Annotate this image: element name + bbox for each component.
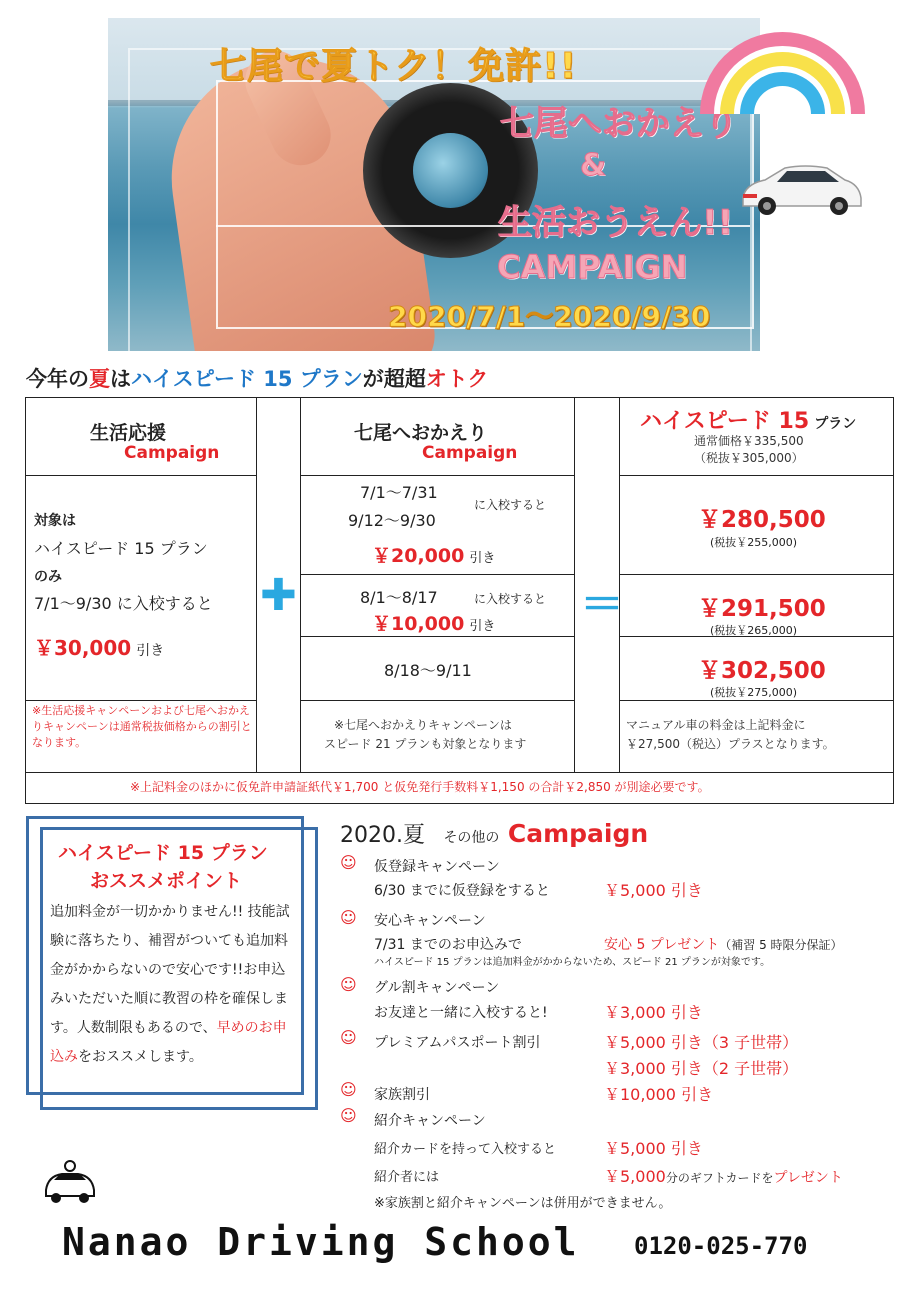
- col3-title-suffix: プラン: [814, 416, 857, 432]
- c6-desc1: 紹介カードを持って入校すると: [374, 1142, 557, 1157]
- price3-tax: (税抜￥275,000): [710, 686, 798, 699]
- recommend-title: ハイスピード 15 プラン: [58, 842, 268, 864]
- plus-icon: ✚: [260, 570, 297, 621]
- c4-value1: ￥5,000 引き（3 子世帯）: [604, 1033, 799, 1052]
- c2-value-line: [604, 934, 843, 954]
- campaign-note: ※家族割と紹介キャンペーンは併用ができません。: [374, 1196, 672, 1211]
- headline-summer: 夏: [89, 367, 110, 391]
- row3-dates: 8/18〜9/11: [384, 661, 472, 680]
- c2-value-note: （補習 5 時限分保証）: [719, 938, 843, 952]
- col1-discount-suffix: 引き: [136, 643, 165, 659]
- hero-seikatsu: 生活おうえん!!: [498, 203, 734, 243]
- hero-title: 七尾で夏トク！免許!!: [210, 46, 578, 87]
- equals-icon: ＝: [580, 579, 624, 630]
- row2-discount-line: [372, 609, 495, 636]
- c6-value1: ￥5,000 引き: [604, 1139, 703, 1158]
- note-okaeri-b: スピード 21 プランも対象となります: [324, 737, 527, 751]
- c6-title: 紹介キャンペーン: [374, 1113, 486, 1129]
- other-heading-mid: その他の: [443, 830, 500, 846]
- hero-okaeri: 七尾へおかえり: [500, 104, 738, 144]
- smile-icon: ☺: [340, 1080, 357, 1099]
- school-name: Nanao Driving School: [62, 1220, 580, 1264]
- hero-campaign: CAMPAIGN: [497, 248, 688, 286]
- c2-title: 安心キャンペーン: [374, 913, 486, 929]
- c6-value2-line: [604, 1164, 843, 1187]
- col3-regular-tax: （税抜￥305,000）: [694, 451, 804, 465]
- c3-desc: お友達と一緒に入校すると!: [374, 1005, 548, 1021]
- smile-icon: ☺: [340, 1028, 357, 1047]
- col1-period: 7/1〜9/30 に入校すると: [34, 594, 213, 613]
- recommend-subtitle: おススメポイント: [90, 870, 243, 892]
- col2-campaign: Campaign: [422, 443, 518, 463]
- row1-enroll: に入校すると: [474, 498, 547, 512]
- recommend-body-highlight: 早めのお申込み: [50, 1020, 287, 1065]
- row1-discount: ￥20,000: [372, 545, 465, 567]
- row1-dates-a: 7/1〜7/31: [360, 483, 438, 502]
- row1-discount-suffix: 引き: [469, 551, 496, 566]
- row1-discount-line: [372, 541, 495, 568]
- c2-desc: 7/31 までのお申込みで: [374, 937, 522, 953]
- school-logo-icon: [40, 1158, 100, 1206]
- col1-discount: ￥30,000: [34, 636, 132, 660]
- price3: ￥302,500: [698, 658, 826, 684]
- other-heading-year: 2020.夏: [340, 823, 425, 848]
- smile-icon: ☺: [340, 975, 357, 994]
- table-footnote: ※上記料金のほかに仮免許申請証紙代￥1,700 と仮免発行手数料￥1,150 の合計￥2,850 が別途必要です。: [130, 780, 710, 794]
- c1-title: 仮登録キャンペーン: [374, 859, 500, 875]
- price-table: [25, 397, 894, 804]
- headline-p1: 今年の: [26, 367, 89, 391]
- c1-desc: 6/30 までに仮登録をすると: [374, 883, 550, 899]
- note-manual-a: マニュアル車の料金は上記料金に: [626, 718, 806, 732]
- headline-plan: ハイスピード 15 プラン: [131, 367, 363, 391]
- price1: ￥280,500: [698, 507, 826, 533]
- phone-number[interactable]: 0120-025-770: [634, 1232, 808, 1260]
- car-icon: [735, 160, 865, 220]
- col1-target: 対象は: [34, 513, 76, 529]
- c5-title: 家族割引: [374, 1087, 430, 1103]
- price2-tax: (税抜￥265,000): [710, 624, 798, 637]
- c5-value: ￥10,000 引き: [604, 1085, 714, 1104]
- col2-title: 七尾へおかえり: [354, 422, 488, 444]
- c2-value: 安心 5 プレゼント: [604, 937, 720, 953]
- smile-icon: ☺: [340, 853, 357, 872]
- col1-only: のみ: [34, 569, 62, 585]
- c1-value: ￥5,000 引き: [604, 881, 703, 900]
- headline-p5: が超超: [362, 367, 426, 391]
- c6-value2-end: プレゼント: [773, 1170, 843, 1186]
- c2-sub: ハイスピード 15 プランは追加料金がかからないため、スピード 21 プランが対象です。: [374, 957, 771, 968]
- c3-value: ￥3,000 引き: [604, 1003, 703, 1022]
- c6-desc2: 紹介者には: [374, 1170, 440, 1185]
- price2: ￥291,500: [698, 596, 826, 622]
- headline-otoku: オトク: [425, 367, 489, 391]
- c6-value2-mid: 分のギフトカードを: [665, 1171, 774, 1185]
- row1-dates-b: 9/12〜9/30: [348, 511, 436, 530]
- row2-enroll: に入校すると: [474, 592, 547, 606]
- col1-discount-line: [34, 632, 164, 661]
- recommend-body: [50, 898, 295, 1072]
- hero-dates: 2020/7/1〜2020/9/30: [388, 300, 711, 333]
- smile-icon: ☺: [340, 908, 357, 927]
- recommend-body-end: をおススメします。: [78, 1049, 203, 1065]
- row2-discount: ￥10,000: [372, 613, 465, 635]
- price1-tax: (税抜￥255,000): [710, 536, 798, 549]
- c4-title: プレミアムパスポート割引: [374, 1035, 541, 1051]
- c3-title: グル割キャンペーン: [374, 980, 500, 996]
- other-heading-campaign: Campaign: [507, 819, 649, 848]
- row2-discount-suffix: 引き: [469, 619, 496, 634]
- rainbow-icon: [700, 32, 865, 114]
- col1-title: 生活応援: [90, 422, 167, 444]
- row2-dates: 8/1〜8/17: [360, 588, 438, 607]
- headline-p3: は: [110, 367, 131, 391]
- col1-campaign: Campaign: [124, 443, 220, 463]
- note-manual-b: ￥27,500（税込）プラスとなります。: [626, 737, 835, 751]
- col1-plan: ハイスピード 15 プラン: [34, 539, 208, 558]
- headline: [26, 363, 488, 393]
- recommend-body-text: 追加料金が一切かかりません!! 技能試験に落ちたり、補習がついても追加料金がかからないので安心です!!お申込みいただいた順に教習の枠を確保します。人数制限もあるので、: [50, 904, 290, 1036]
- other-heading: [340, 818, 648, 849]
- note-discount: ※生活応援キャンペーンおよび七尾へおかえりキャンペーンは通常税抜価格からの割引となります。: [32, 704, 252, 749]
- c6-value2: ￥5,000: [604, 1167, 666, 1186]
- col3-title-main: ハイスピード 15: [640, 409, 810, 434]
- col3-title: [640, 404, 856, 435]
- smile-icon: ☺: [340, 1106, 357, 1125]
- col3-regular: 通常価格￥335,500: [694, 434, 804, 448]
- hero-ampersand: &: [580, 148, 607, 183]
- note-okaeri-a: ※七尾へおかえりキャンペーンは: [334, 718, 512, 732]
- c4-value2: ￥3,000 引き（2 子世帯）: [604, 1059, 799, 1078]
